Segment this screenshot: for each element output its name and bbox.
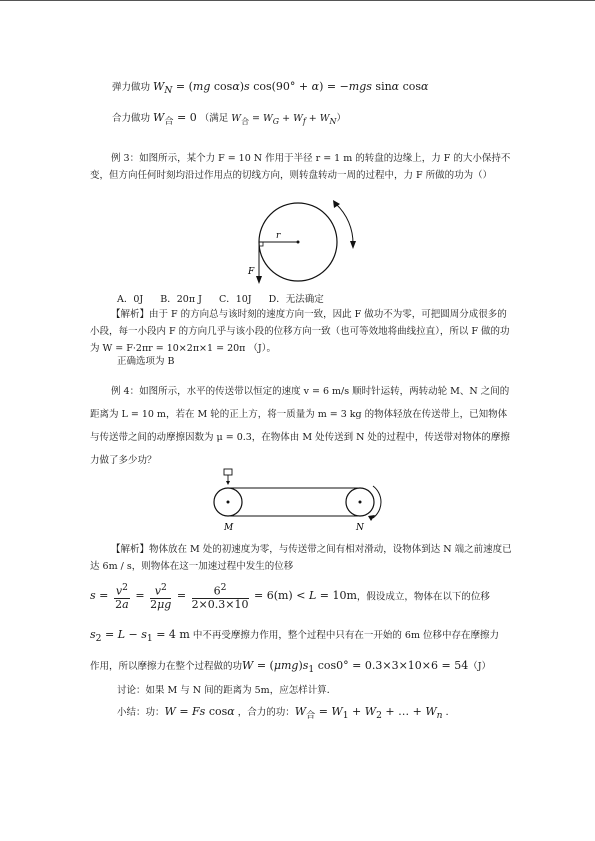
option-b: B．20π J <box>160 294 202 305</box>
summary-line: 小结：功：W = Fs cosα ，合力的功：$W_合 = W_1 + W_2$ + … + $W_n$ ． <box>117 705 456 722</box>
resultant-work-line <box>112 111 346 128</box>
net-work-formula: $W_合 = W_1 + W_2$ + … + $W_n$ <box>294 705 443 722</box>
label-m: M <box>224 523 234 532</box>
displacement-formula-line <box>90 582 490 611</box>
conveyor-figure <box>205 468 390 532</box>
example4-question: 例 4：如图所示，水平的传送带以恒定的速度 v = 6 m/s 顺时针运转，两转动轮 M、N 之间的距离为 L = 10 m，若在 M 轮的正上方，将一质量为 m = 3 kg 的物体轻放在传送带上，已知物体与传送带之间的动摩擦因数为 μ = 0.3，在物体由 M 处传送到 N 处的过程中，传送带对物体的摩擦力做了多少功？ <box>90 386 510 466</box>
rotation-arc <box>336 204 353 244</box>
option-d: D．无法确定 <box>268 294 324 305</box>
example3-answer: 正确选项为 B <box>117 356 175 367</box>
analysis-tag-4: 【解析】 <box>111 544 150 555</box>
rotation-arrow-head <box>350 241 356 249</box>
s2-formula: $s_2 = L - s_1 = 4$ m <box>90 628 190 645</box>
resultant-work-label: 合力做功 <box>112 113 151 124</box>
example3-options <box>117 293 324 306</box>
resultant-work-formula: $W_合 = 0$ <box>153 111 197 128</box>
label-n: N <box>356 523 364 532</box>
analysis-text-4: 物体放在 M 处的初速度为零，与传送带之间有相对滑动，设物体到达 N 端之前速度已达 6m / s，则物体在这一加速过程中发生的位移 <box>90 544 512 572</box>
page-top-rule <box>0 0 595 1</box>
example3-question: 例 3：如图所示，某个力 F = 10 N 作用于半径 r = 1 m 的转盘的边缘上，力 F 的大小保持不变，但方向任何时刻均沿过作用点的切线方向，则转盘转动一周的过程中，力 F 所做的功为（） <box>90 153 511 181</box>
elastic-work-label: 弹力做功 <box>112 82 151 93</box>
example3-analysis <box>90 306 515 357</box>
block <box>224 469 232 475</box>
s2-line: $s_2 = L - s_1 = 4$ m 中不再受摩擦力作用，整个过程中只有在一开始的 6m 位移中存在摩擦力 <box>90 628 499 645</box>
assumption-text: ，假设成立，物体在以下的位移 <box>356 591 490 603</box>
discussion-line: 讨论：如果 M 与 N 间的距离为 5m，应怎样计算． <box>117 685 337 696</box>
analysis-text: 由于 F 的方向总与该时刻的速度方向一致，因此 F 做功不为零，可把圆周分成很多的小段，每一小段内 F 的方向几乎与该小段的位移方向一致（也可等效地将曲线拉直），所以 F 做的功为 W = F·2πr = 10×2π×1 = 20π （J）。 <box>90 309 510 354</box>
displacement-formula: s = $\frac{v^2}{2a}$ = $\frac{v^2}{2\mu g}$ = $\frac{6^2}{2\times 0.3\times 10}$ = 6(m) < L = 10m <box>90 582 357 611</box>
resultant-work-note: （满足 $W_合 = W_G + W_f + W_N$） <box>199 113 346 126</box>
option-a: A．0J <box>117 294 144 305</box>
option-c: C．10J <box>218 294 252 305</box>
force-arrow-head <box>256 276 262 284</box>
work-line: 作用，所以摩擦力在整个过程做的功$W = (\mu mg)s_1$ cos0° = 0.3×3×10×6 = 54（J） <box>90 659 492 676</box>
work-formula: $W = (\mu mg)s_1$ cos0° = 0.3×3×10×6 = 54 <box>242 659 469 676</box>
example4-analysis <box>90 541 515 575</box>
work-def-formula: W = Fs cosα <box>164 705 235 718</box>
elastic-work-formula: $W_N = (mg$ cosα)s cos(90° + α) = −mgs sinα cosα <box>153 80 429 97</box>
analysis-tag: 【解析】 <box>111 309 150 320</box>
elastic-work-line <box>112 80 428 97</box>
radius-label: r <box>276 231 281 241</box>
force-label: F <box>248 267 255 277</box>
turntable-figure <box>236 196 366 292</box>
